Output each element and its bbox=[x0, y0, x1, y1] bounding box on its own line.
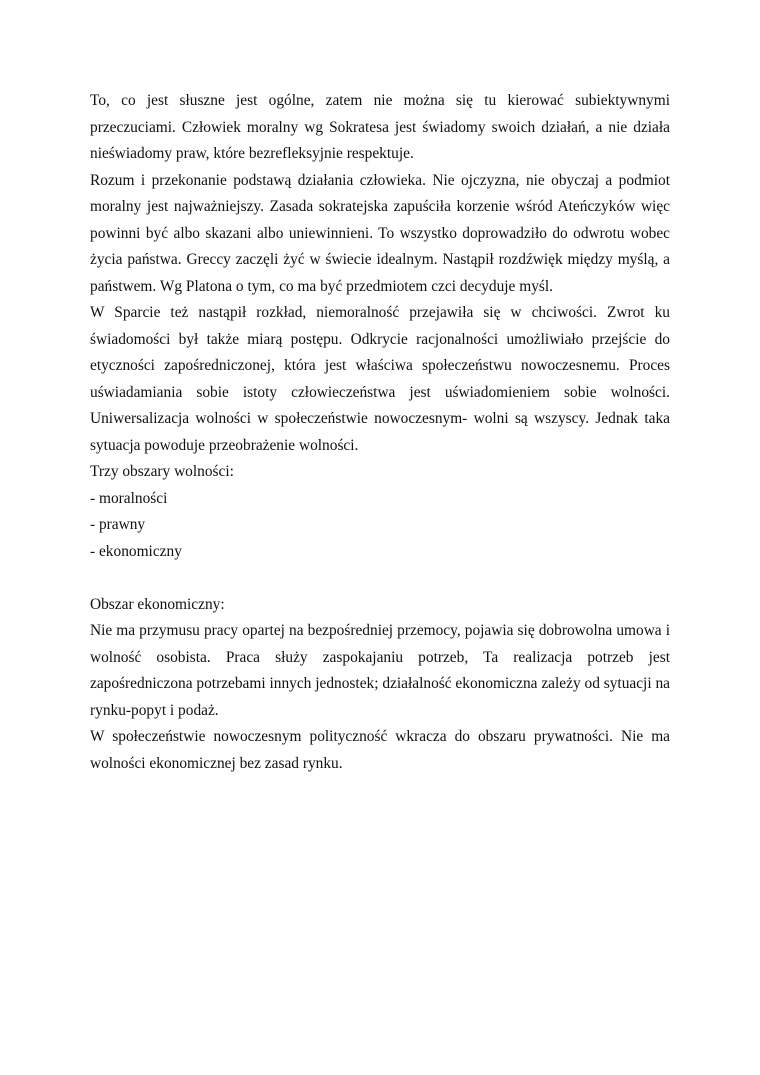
paragraph-6: W społeczeństwie nowoczesnym polityczność wkracza do obszaru prywatności. Nie ma wolności ekonomicznej bez zasad rynku. bbox=[90, 728, 670, 772]
freedom-areas-intro: Trzy obszary wolności: bbox=[90, 463, 234, 480]
document-page bbox=[90, 88, 670, 777]
list-item-moral: - moralności bbox=[90, 489, 168, 507]
section-heading: Obszar ekonomiczny: bbox=[90, 595, 225, 613]
list-item-legal: - prawny bbox=[90, 516, 146, 533]
paragraph-1: To, co jest słuszne jest ogólne, zatem nie można się tu kierować subiektywnymi przeczuciami. Człowiek moralny wg Sokratesa jest świadomy swoich działań, a nie działa nieświadomy praw, które bezrefleksyjnie respektuje. bbox=[90, 92, 670, 162]
paragraph-3: W Sparcie też nastąpił rozkład, niemoralność przejawiła się w chciwości. Zwrot ku świadomości był także miarą postępu. Odkrycie racjonalności umożliwiało przejście do etyczności zapośredniczonej, która jest właściwa społeczeństwu nowoczesnemu. Proces uświadamiania sobie istoty człowieczeństwa jest uświadomieniem sobie wolności. Uniwersalizacja wolności w społeczeństwie nowoczesnym- wolni są wszyscy. Jednak taka sytuacja powoduje przeobrażenie wolności. bbox=[90, 304, 670, 454]
list-item-economic: - ekonomiczny bbox=[90, 542, 182, 560]
paragraph-5: Nie ma przymusu pracy opartej na bezpośredniej przemocy, pojawia się dobrowolna umowa i wolność osobista. Praca służy zaspokajaniu potrzeb, Ta realizacja potrzeb jest zapośredniczona potrzebami innych jednostek; działalność ekonomiczna zależy od sytuacji na rynku-popyt i podaż. bbox=[90, 622, 670, 719]
paragraph-2: Rozum i przekonanie podstawą działania człowieka. Nie ojczyzna, nie obyczaj a podmiot moralny jest najważniejszy. Zasada sokratejska zapuściła korzenie wśród Ateńczyków więc powinni być albo skazani albo uniewinnieni. To wszystko doprowadziło do odwrotu wobec życia państwa. Greccy zaczęli żyć w świecie idealnym. Nastąpił rozdźwięk między myślą, a państwem. Wg Platona o tym, co ma być przedmiotem czci decyduje myśl. bbox=[90, 171, 670, 295]
blank-line bbox=[90, 565, 670, 592]
